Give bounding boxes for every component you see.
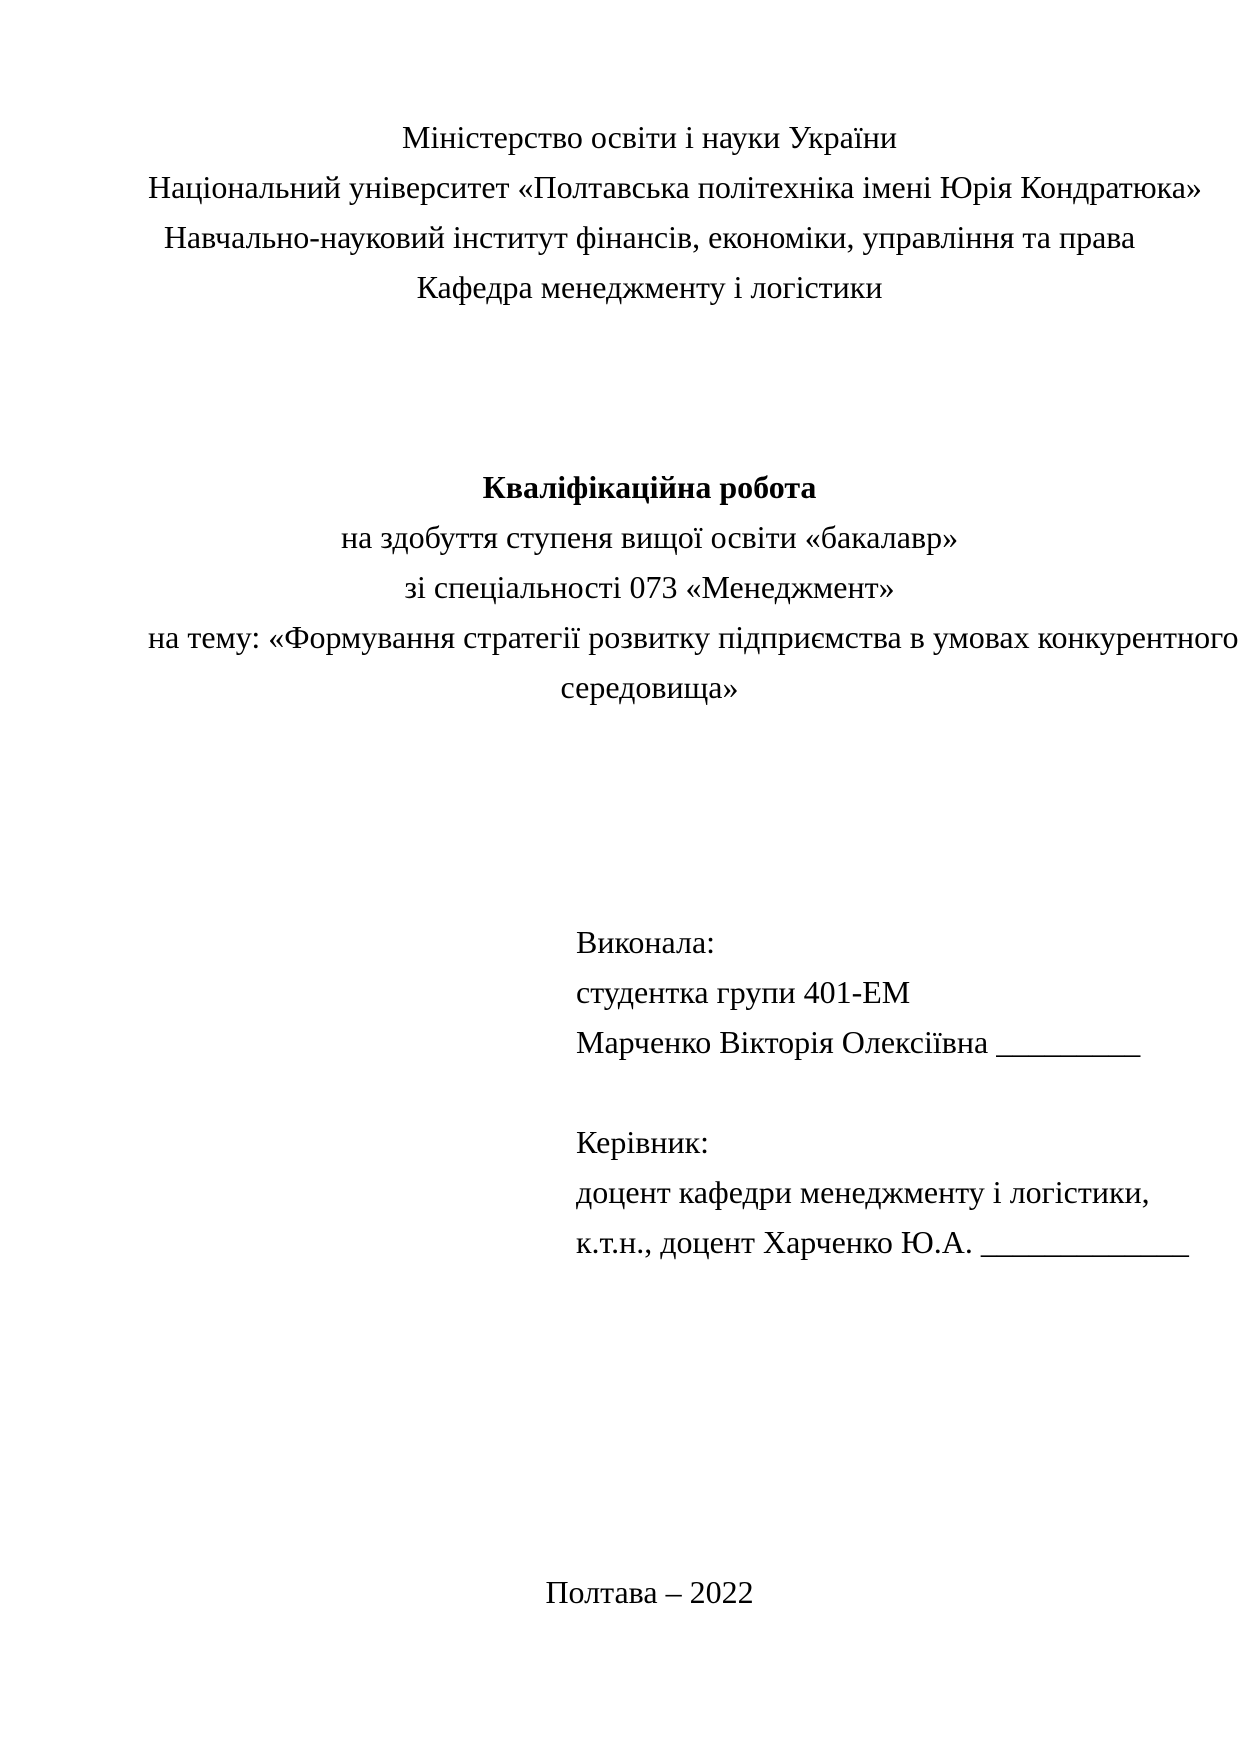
- university-header: [148, 112, 1202, 312]
- performer-name-signature: Марченко Вікторія Олексіївна _________: [576, 1024, 1141, 1060]
- institute-line: Навчально-науковий інститут фінансів, економіки, управління та права: [163, 219, 1136, 255]
- department-line: Кафедра менеджменту і логістики: [416, 269, 883, 305]
- supervisor-label: Керівник:: [576, 1124, 710, 1160]
- supervisor-position: доцент кафедри менеджменту і логістики,: [576, 1174, 1150, 1210]
- degree-line: на здобуття ступеня вищої освіти «бакалавр»: [340, 519, 959, 555]
- city-year: Полтава – 2022: [545, 1574, 754, 1610]
- university-line: Національний університет «Полтавська політехніка імені Юрія Кондратюка»: [148, 169, 1202, 205]
- topic-line-1: на тему: «Формування стратегії розвитку підприємства в умовах конкурентного: [148, 619, 1239, 655]
- specialty-line: зі спеціальності 073 «Менеджмент»: [404, 569, 895, 605]
- ministry-line: Міністерство освіти і науки України: [402, 119, 897, 155]
- executor-block: [576, 917, 1189, 1267]
- supervisor-name-signature: к.т.н., доцент Харченко Ю.А. _____________: [576, 1224, 1189, 1260]
- topic-line-2: середовища»: [560, 669, 739, 705]
- spacer-line: [576, 1067, 1151, 1117]
- performer-label: Виконала:: [576, 924, 716, 960]
- performer-group: студентка групи 401-ЕМ: [576, 974, 911, 1010]
- footer-block: [148, 1567, 1151, 1617]
- work-title: Кваліфікаційна робота: [482, 469, 817, 505]
- work-title-block: [148, 462, 1239, 712]
